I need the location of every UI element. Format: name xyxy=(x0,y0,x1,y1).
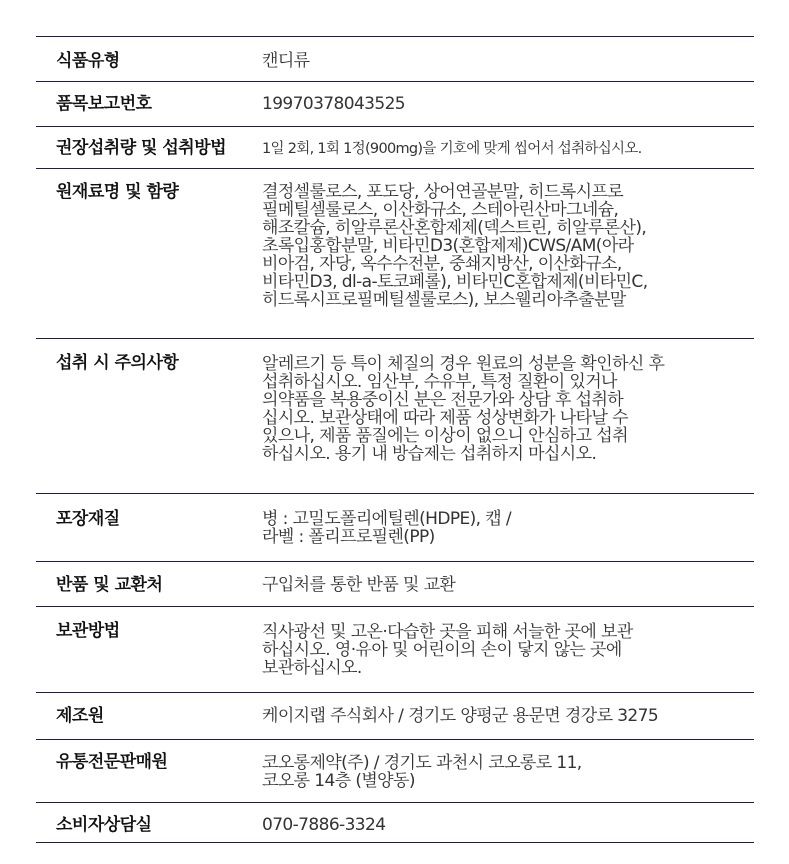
value-food-type: 캔디류 xyxy=(262,51,310,71)
label-packaging: 포장재질 xyxy=(56,509,120,529)
label-returns: 반품 및 교환처 xyxy=(56,575,163,595)
label-recommended-intake: 권장섭취량 및 섭취방법 xyxy=(56,138,227,158)
label-customer-service: 소비자상담실 xyxy=(56,815,152,835)
value-recommended-intake: 1일 2회, 1회 1정(900mg)을 기호에 맞게 씹어서 섭취하십시오. xyxy=(262,141,642,157)
row-recommended-intake xyxy=(36,127,754,169)
row-customer-service xyxy=(36,803,754,843)
row-manufacturer xyxy=(36,693,754,740)
value-packaging: 병 : 고밀도폴리에틸렌(HDPE), 캡 / 라벨 : 폴리프로필렌(PP) xyxy=(262,509,512,547)
value-customer-service: 070-7886-3324 xyxy=(262,815,386,835)
label-food-type: 식품유형 xyxy=(56,51,120,71)
label-report-number: 품목보고번호 xyxy=(56,94,152,114)
row-report-number xyxy=(36,82,754,127)
row-food-type xyxy=(36,37,754,82)
row-storage xyxy=(36,607,754,693)
label-ingredients: 원재료명 및 함량 xyxy=(56,182,179,202)
value-storage: 직사광선 및 고온·다습한 곳을 피해 서늘한 곳에 보관 하십시오. 영·유아 및 어린이의 손이 닿지 않는 곳에 보관하십시오. xyxy=(262,622,633,678)
value-manufacturer: 케이지랩 주식회사 / 경기도 양평군 용문면 경강로 3275 xyxy=(262,706,659,726)
row-distributor xyxy=(36,740,754,803)
label-distributor: 유통전문판매원 xyxy=(56,752,168,772)
value-ingredients: 결정셀룰로스, 포도당, 상어연골분말, 히드록시프로 필메틸셀룰로스, 이산화규소, 스테아린산마그네슘, 해조칼슘, 히알루론산혼합제제(덱스트린, 히알루론산), 초록입홍합분말, 비타민D3(혼합제제)CWS/AM(아라 비아검, 자당, 옥수수전분, 중쇄지방산, 이산화규소, 비타민D3, dl-a-토코페롤), 비타민C혼합제제(비타민C, 히드록시프로필메틸셀룰로스), 보스웰리아추출분말 xyxy=(262,182,648,310)
row-packaging xyxy=(36,494,754,562)
row-returns xyxy=(36,562,754,607)
label-manufacturer: 제조원 xyxy=(56,706,104,726)
label-precautions: 섭취 시 주의사항 xyxy=(56,353,179,373)
value-distributor: 코오롱제약(주) / 경기도 과천시 코오롱로 11, 코오롱 14층 (별양동) xyxy=(262,753,582,791)
product-info-table xyxy=(36,36,754,843)
value-returns: 구입처를 통한 반품 및 교환 xyxy=(262,575,456,595)
row-ingredients xyxy=(36,169,754,339)
row-precautions xyxy=(36,339,754,494)
label-storage: 보관방법 xyxy=(56,621,120,641)
value-precautions: 알레르기 등 특이 체질의 경우 원료의 성분을 확인하신 후 섭취하십시오. 임산부, 수유부, 특정 질환이 있거나 의약품을 복용중이신 분은 전문가와 상담 후 섭취하 십시오. 보관상태에 따라 제품 성상변화가 나타날 수 있으나, 제품 품질에는 이상이 없으니 안심하고 섭취 하십시오. 용기 내 방습제는 섭취하지 마십시오. xyxy=(262,354,665,464)
value-report-number: 19970378043525 xyxy=(262,94,406,114)
